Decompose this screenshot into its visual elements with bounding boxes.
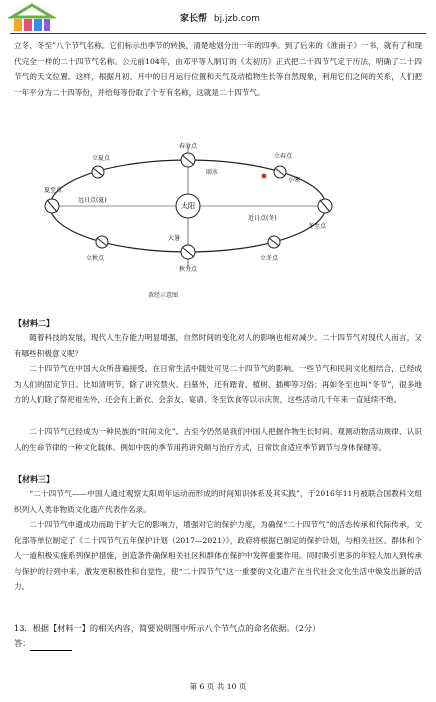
label-summer: 夏至点 bbox=[44, 187, 63, 194]
page-footer: 第 6 页 共 10 页 bbox=[189, 682, 247, 691]
earth-left bbox=[45, 199, 59, 213]
label-lixia: 立夏点 bbox=[92, 155, 111, 162]
header-divider bbox=[10, 33, 426, 34]
label-winter: 冬至点 bbox=[308, 223, 327, 230]
site-url[interactable]: bj.jzb.com bbox=[213, 14, 260, 24]
question-text: 13．根据【材料一】的相关内容，简要说明图中所示八个节气点的命名依据。（2分） bbox=[14, 623, 321, 633]
figure-caption: 黄经示意图 bbox=[148, 292, 179, 299]
label-top: 春分点 bbox=[178, 143, 198, 150]
earth-right bbox=[318, 199, 332, 213]
earth-bottomleft bbox=[96, 236, 108, 248]
earth-topleft bbox=[92, 166, 104, 178]
red-marker-dot bbox=[262, 174, 267, 179]
label-rain: 雨水 bbox=[206, 169, 219, 176]
label-lichun: 立春点 bbox=[274, 153, 293, 160]
label-perihelion: 近日点(冬) bbox=[248, 215, 277, 222]
earth-bottom bbox=[181, 245, 195, 259]
label-lidong: 立冬点 bbox=[260, 255, 279, 262]
earth-bottomright bbox=[268, 236, 280, 248]
sun-label: 太阳 bbox=[181, 202, 195, 210]
label-liqiu: 立秋点 bbox=[86, 255, 105, 262]
material2-p1: 随着科技的发展，现代人生存能力明显增强，自然时间的变化对人的影响也相对减少。二十四节气对现代人而言，又有哪些积极意义呢？ bbox=[14, 333, 422, 358]
earth-top bbox=[181, 153, 195, 167]
label-dashu: 大暑 bbox=[168, 235, 181, 242]
material2-p3: 二十四节气已经成为一种民族的“时间文化”。古至今仍然是我们中国人把握作物生长时间、观测动物活动规律、认识人的生命节律的一种文化载体。例如中医的季节用药讲究顺与治疗方式，日常饮食适应季节调节与身体保健等。 bbox=[14, 427, 422, 452]
intro-paragraph: 立冬、冬至”八个节气名称。它们标示出季节的转换，清楚地划分出一年的四季。到了后来的《淮南子》一书，就有了和现代完全一样的二十四节气名称。公元前104年，由邓平等人制订的《太初历》正式把二十四节气定于历法，明确了二十四节气的天文位置。这样，根据月初、月中的日月运行位置和天气及动植物生长等自然现象，利用它们之间的关系，人们把一年平分为二十四等份，并给每等份取了个专有名称，这就是二十四节气。 bbox=[14, 41, 422, 97]
solar-term-diagram bbox=[38, 134, 338, 310]
page-header bbox=[0, 0, 436, 36]
label-autumn: 秋分点 bbox=[178, 266, 198, 273]
earth-topright bbox=[274, 166, 286, 178]
brand-name: 家长帮 bbox=[180, 14, 208, 24]
material3-p1: “二十四节气——中国人通过观察太阳周年运动而形成的时间知识体系及其实践”，于2016年11月被联合国教科文组织列入人类非物质文化遗产代表作名录。 bbox=[14, 489, 422, 514]
answer-label: 答： bbox=[14, 638, 31, 648]
material3-title: 【材料三】 bbox=[14, 474, 54, 484]
label-xiaohan: 小寒 bbox=[288, 177, 301, 184]
answer-blank[interactable] bbox=[30, 641, 72, 651]
question-13 bbox=[14, 621, 422, 651]
answer-line bbox=[14, 636, 422, 651]
site-name bbox=[180, 11, 260, 24]
logo-icon bbox=[8, 3, 56, 33]
material2-p2: 二十四节气在中国大众所普遍接受，在日常生活中随处可见二十四节气的影响。一些节气和民间文化相结合，已经成为人们的固定节日。比如清明节，除了讲究禁火、扫墓外，还有踏青、植树、插柳等习俗；再如冬至也叫“冬节”，很多地方的人们除了祭祀祖先外，还会有上新衣、会亲友、宴请、冬至饮食等以示庆贺，这些活动几千年来一直延续不绝。 bbox=[14, 364, 422, 405]
material2-title: 【材料二】 bbox=[14, 318, 54, 328]
material3-p2: 二十四节气申遗成功而助于扩大它的影响力，增强对它的保护力度，为确保“二十四节气”的活态传承和代际传承，文化部等单位制定了《二十四节气五年保护计划（2017—2021）》，政府将根据已制定的保护计划，与相关社区、群体和个人一道积极实施系列保护措施，创造条件确保相关社区和群体在保护中发挥重要作用。同时吸引更多的年轻人加入到传承与保护的行列中来，激发更积极性和自觉性，使“二十四节气”这一重要的文化遗产在当代社会文化生活中焕发出新的活力。 bbox=[14, 520, 422, 592]
label-aphelion: 远日点(夏) bbox=[78, 197, 107, 204]
